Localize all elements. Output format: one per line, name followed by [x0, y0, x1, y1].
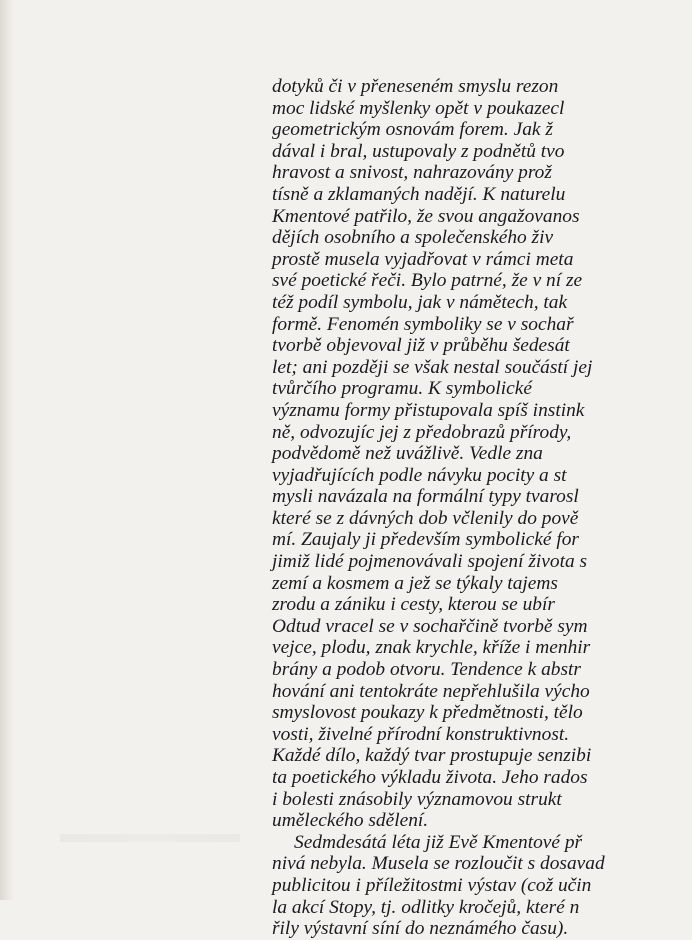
- text-line: brány a podob otvoru. Tendence k abstr: [272, 659, 581, 681]
- text-line: dějích osobního a společenského živ: [272, 227, 554, 249]
- text-line: své poetické řeči. Bylo patrné, že v ní ze: [272, 270, 583, 292]
- text-line: ta poetického výkladu života. Jeho rados: [272, 767, 588, 788]
- text-line: ně, odvozujíc jej z předobrazů přírody,: [272, 421, 572, 443]
- text-line: jimiž lidé pojmenovávali spojení života s: [272, 551, 588, 573]
- text-line: tísně a zklamaných nadějí. K naturelu: [272, 183, 566, 205]
- text-line: Kmentové patřilo, že svou angažovanos: [272, 205, 580, 227]
- text-line: které se z dávných dob včlenily do pově: [272, 507, 579, 529]
- text-line: tvorbě objevoval již v průběhu šedesát: [272, 335, 570, 357]
- text-line: řily výstavní síní do neznámého času).: [272, 918, 569, 940]
- text-line: vosti, živelné přírodní konstruktivnost.: [272, 723, 570, 745]
- text-line: též podíl symbolu, jak v námětech, tak: [272, 291, 568, 313]
- text-line: tvůrčího programu. K symbolické: [272, 378, 532, 400]
- text-line: mysli navázala na formální typy tvarosl: [272, 486, 579, 508]
- text-line: hravost a snivost, nahrazovány prož: [272, 162, 552, 184]
- text-line: vyjadřujících podle návyku pocity a st: [272, 464, 567, 486]
- text-line: let; ani později se však nestal součástí jej: [272, 356, 593, 378]
- text-line: i bolesti znásobily významovou strukt: [272, 788, 562, 810]
- text-line: prostě musela vyjadřovat v rámci meta: [272, 248, 574, 270]
- text-line: dotyků či v přeneseném smyslu rezon: [272, 76, 559, 97]
- body-text: [272, 76, 692, 940]
- text-line: publicitou i příležitostmi výstav (což učin: [272, 874, 592, 896]
- text-line: hování ani tentokráte nepřehlušila výcho: [272, 680, 590, 702]
- text-line: zrodu a zániku i cesty, kterou se ubír: [272, 594, 555, 616]
- text-line: vejce, plodu, znak krychle, kříže i menhir: [272, 637, 591, 659]
- text-line: podvědomě než uvážlivě. Vedle zna: [272, 443, 543, 465]
- text-line: la akcí Stopy, tj. odlitky kročejů, které n: [272, 896, 580, 918]
- text-line: významu formy přistupovala spíš instink: [272, 399, 585, 421]
- text-line: dával i bral, ustupovaly z podnětů tvo: [272, 140, 565, 162]
- text-line: Odtud vracel se v sochařčině tvorbě sym: [272, 615, 588, 637]
- text-line: nivá nebyla. Musela se rozloučit s dosavad: [272, 853, 605, 875]
- text-line: Každé dílo, každý tvar prostupuje senzibi: [272, 745, 592, 767]
- text-line: smyslovost poukazy k předmětnosti, tělo: [272, 702, 583, 724]
- paragraph-first-line: Sedmdesátá léta již Evě Kmentové př: [294, 831, 583, 853]
- text-line: zemí a kosmem a jež se týkaly tajems: [272, 572, 558, 594]
- text-line: formě. Fenomén symboliky se v sochař: [272, 313, 574, 335]
- faint-bleed-through-mark: [60, 834, 240, 842]
- text-line: uměleckého sdělení.: [272, 810, 429, 832]
- page-gutter-shadow: [0, 0, 14, 900]
- text-line: geometrickým osnovám forem. Jak ž: [272, 119, 553, 141]
- text-line: mí. Zaujaly ji především symbolické for: [272, 529, 579, 551]
- text-line: moc lidské myšlenky opět v poukazecl: [272, 97, 565, 119]
